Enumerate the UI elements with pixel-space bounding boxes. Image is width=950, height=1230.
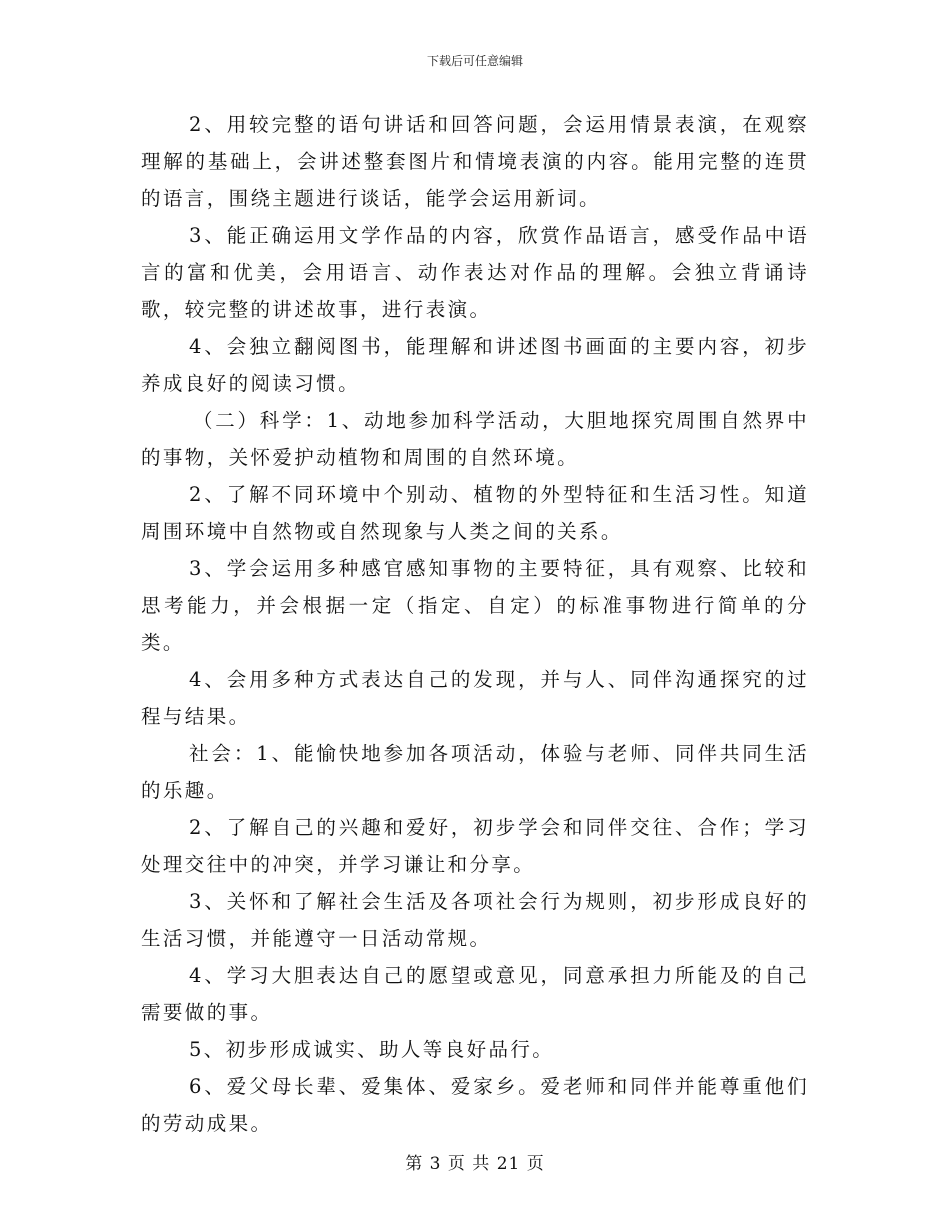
paragraph-language-3: 3、能正确运用文学作品的内容，欣赏作品语言，感受作品中语言的富和优美，会用语言、动作表达对作品的理解。会独立背诵诗歌，较完整的讲述故事，进行表演。 (141, 224, 809, 321)
paragraph-society-2: 2、了解自己的兴趣和爱好，初步学会和同伴交往、合作；学习处理交往中的冲突，并学习谦让和分享。 (141, 816, 809, 876)
paragraph-society-1: 社会：1、能愉快地参加各项活动，体验与老师、同伴共同生活的乐趣。 (141, 742, 809, 802)
document-body (141, 106, 809, 1142)
paragraph-language-4: 4、会独立翻阅图书，能理解和讲述图书画面的主要内容，初步养成良好的阅读习惯。 (141, 335, 809, 395)
page-header-note: 下载后可任意编辑 (426, 54, 523, 68)
paragraph-science-3: 3、学会运用多种感官感知事物的主要特征，具有观察、比较和思考能力，并会根据一定（指定、自定）的标准事物进行简单的分类。 (141, 557, 809, 654)
paragraph-society-5: 5、初步形成诚实、助人等良好品行。 (189, 1038, 555, 1061)
paragraph-language-2: 2、用较完整的语句讲话和回答问题，会运用情景表演，在观察理解的基础上，会讲述整套图片和情境表演的内容。能用完整的连贯的语言，围绕主题进行谈话，能学会运用新词。 (141, 113, 809, 210)
paragraph-science-4: 4、会用多种方式表达自己的发现，并与人、同伴沟通探究的过程与结果。 (141, 668, 809, 728)
paragraph-society-3: 3、关怀和了解社会生活及各项社会行为规则，初步形成良好的生活习惯，并能遵守一日活动常规。 (141, 890, 809, 950)
page-number: 第 3 页 共 21 页 (405, 1154, 545, 1174)
paragraph-society-6: 6、爱父母长辈、爱集体、爱家乡。爱老师和同伴并能尊重他们的劳动成果。 (141, 1075, 809, 1135)
paragraph-society-4: 4、学习大胆表达自己的愿望或意见，同意承担力所能及的自己需要做的事。 (141, 964, 809, 1024)
paragraph-science-2: 2、了解不同环境中个别动、植物的外型特征和生活习性。知道周围环境中自然物或自然现象与人类之间的关系。 (141, 483, 809, 543)
paragraph-science-1: （二）科学：1、动地参加科学活动，大胆地探究周围自然界中的事物，关怀爱护动植物和周围的自然环境。 (141, 409, 809, 469)
